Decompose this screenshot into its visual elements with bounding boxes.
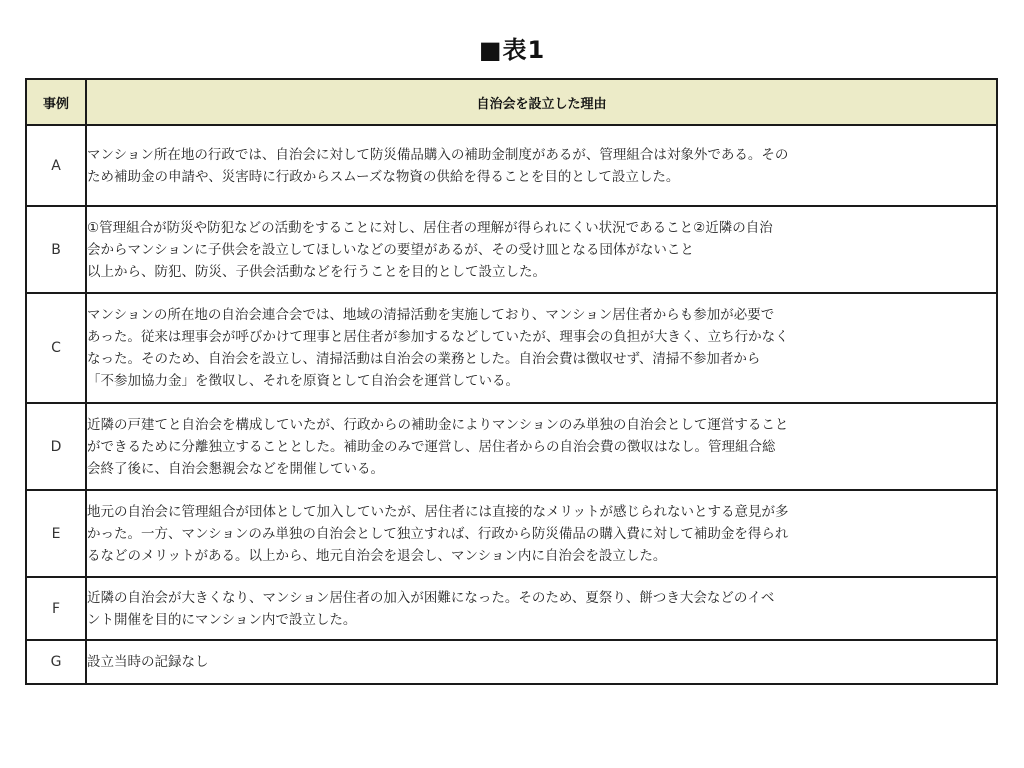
- case-id-cell: G: [26, 640, 86, 684]
- reason-cell: [86, 490, 997, 577]
- page-title: ■表1: [478, 36, 546, 64]
- reason-text: 近隣の自治会が大きくなり、マンション居住者の加入が困難になった。そのため、夏祭り、餅つき大会などのイベ ント開催を目的にマンション内で設立した。: [87, 589, 775, 628]
- column-header-reason: 自治会を設立した理由: [86, 79, 997, 125]
- cases-table: [25, 78, 998, 685]
- case-id-cell: C: [26, 293, 86, 403]
- reason-cell: [86, 293, 997, 403]
- case-id-cell: E: [26, 490, 86, 577]
- reason-cell: [86, 640, 997, 684]
- table-row: [26, 403, 997, 490]
- table-row: [26, 293, 997, 403]
- reason-cell: [86, 206, 997, 293]
- case-id-cell: D: [26, 403, 86, 490]
- reason-text: マンション所在地の行政では、自治会に対して防災備品購入の補助金制度があるが、管理組合は対象外である。その ため補助金の申請や、災害時に行政からスムーズな物資の供給を得ることを目的として設立した。: [87, 146, 789, 185]
- table-row: [26, 125, 997, 206]
- table-row: [26, 206, 997, 293]
- reason-text: 地元の自治会に管理組合が団体として加入していたが、居住者には直接的なメリットが感じられないとする意見が多 かった。一方、マンションのみ単独の自治会として独立すれば、行政から防災備品の購入費に対して補助金を得られ るなどのメリットがある。以上から、地元自治会を退会し、マンション内に自治会を設立した。: [87, 503, 789, 564]
- case-id-cell: F: [26, 577, 86, 640]
- table-row: [26, 577, 997, 640]
- reason-cell: [86, 403, 997, 490]
- column-header-case: 事例: [26, 79, 86, 125]
- table-header-row: [26, 79, 997, 125]
- reason-text: 近隣の戸建てと自治会を構成していたが、行政からの補助金によりマンションのみ単独の自治会として運営すること ができるために分離独立することとした。補助金のみで運営し、居住者からの自治会費の徴収はなし。管理組合総 会終了後に、自治会懇親会などを開催している。: [87, 416, 789, 477]
- table-row: [26, 490, 997, 577]
- table-row: [26, 640, 997, 684]
- reason-cell: [86, 577, 997, 640]
- case-id-cell: B: [26, 206, 86, 293]
- reason-text: ①管理組合が防災や防犯などの活動をすることに対し、居住者の理解が得られにくい状況であること②近隣の自治 会からマンションに子供会を設立してほしいなどの要望があるが、その受け皿となる団体がないこと 以上から、防犯、防災、子供会活動などを行うことを目的として設立した。: [87, 219, 773, 280]
- reason-cell: [86, 125, 997, 206]
- case-id-cell: A: [26, 125, 86, 206]
- reason-text: 設立当時の記録なし: [87, 654, 209, 670]
- reason-text: マンションの所在地の自治会連合会では、地域の清掃活動を実施しており、マンション居住者からも参加が必要で あった。従来は理事会が呼びかけて理事と居住者が参加するなどしていたが、理事会の負担が大きく、立ち行かなく なった。そのため、自治会を設立し、清掃活動は自治会の業務とした。自治会費は徴収せず、清掃不参加者から 「不参加協力金」を徴収し、それを原資として自治会を運営している。: [87, 307, 789, 389]
